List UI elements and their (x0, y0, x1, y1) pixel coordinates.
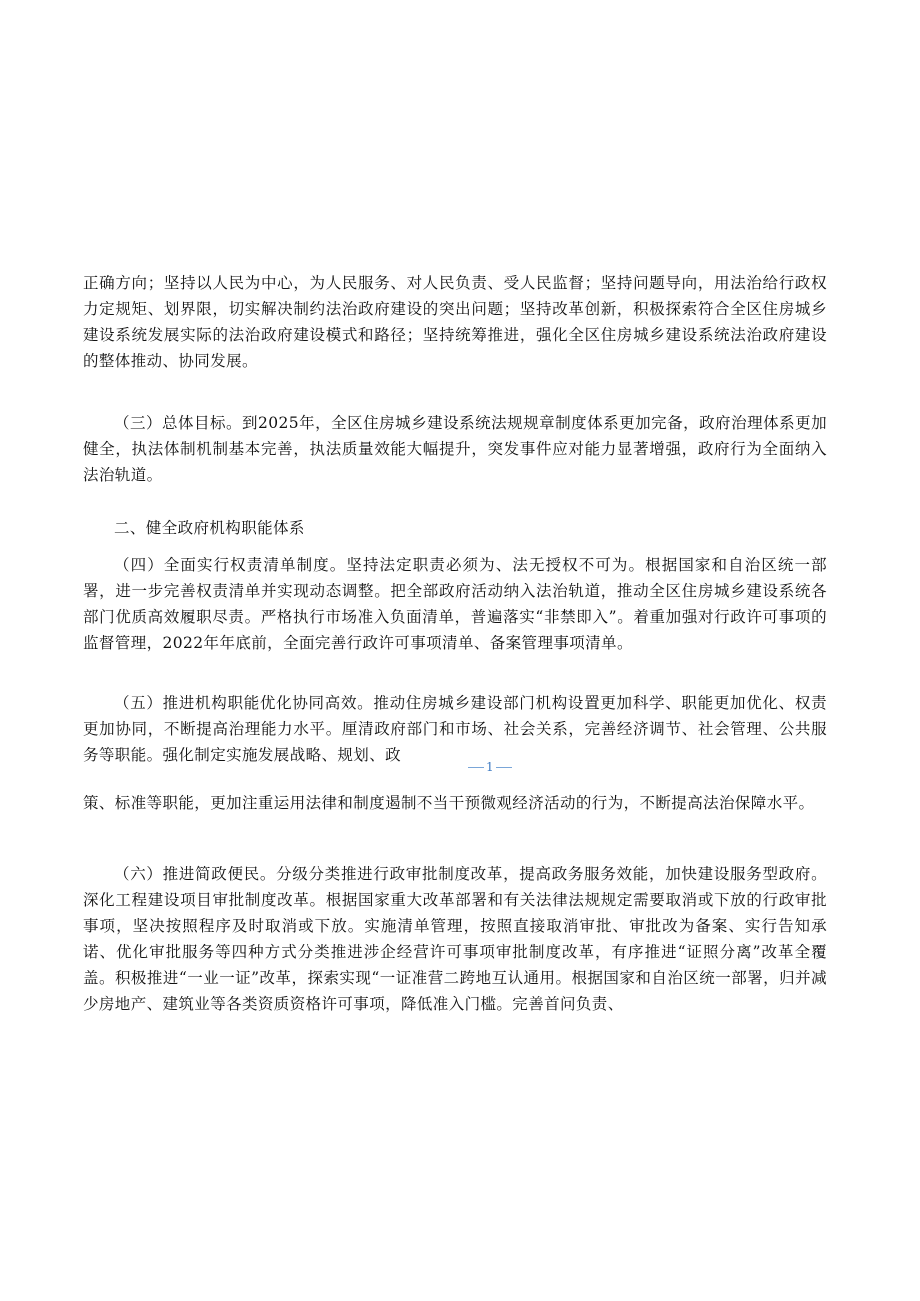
paragraph-institution-optimization: （五）推进机构职能优化协同高效。推动住房城乡建设部门机构设置更加科学、职能更加优化、权责更加协同，不断提高治理能力水平。厘清政府部门和市场、社会关系，完善经济调节、社会管理、公共服务等职能。强化制定实施发展战略、规划、政 (83, 694, 827, 764)
section-heading: 二、健全政府机构职能体系 (114, 519, 305, 537)
paragraph-simplify-administration: （六）推进简政便民。分级分类推进行政审批制度改革，提高政务服务效能，加快建设服务型政府。深化工程建设项目审批制度改革。根据国家重大改革部署和有关法律法规规定需要取消或下放的行政审批事项，坚决按照程序及时取消或下放。实施清单管理，按照直接取消审批、审批改为备案、实行告知承诺、优化审批服务等四种方式分类推进涉企经营许可事项审批制度改革，有序推进“证照分离”改革全覆盖。积极推进“一业一证”改革，探索实现“一证准营二跨地互认通用。根据国家和自治区统一部署，归并减少房地产、建筑业等各类资质资格许可事项，降低准入门槛。完善首问负责、 (83, 865, 827, 1013)
paragraph-continuation: 策、标准等职能，更加注重运用法律和制度遏制不当干预微观经济活动的行为，不断提高法治保障水平。 (83, 794, 815, 812)
page-number-right-dash (496, 767, 512, 768)
paragraph-responsibility-list: （四）全面实行权责清单制度。坚持法定职责必须为、法无授权不可为。根据国家和自治区统一部署，进一步完善权责清单并实现动态调整。把全部政府活动纳入法治轨道，推动全区住房城乡建设系统各部门优质高效履职尽责。严格执行市场准入负面清单，普遍落实“非禁即入”。着重加强对行政许可事项的监督管理，2022年年底前，全面完善行政许可事项清单、备案管理事项清单。 (83, 556, 827, 652)
page-number (466, 759, 514, 775)
page-number-text: 1 (486, 760, 494, 774)
paragraph-overall-goal: （三）总体目标。到2025年，全区住房城乡建设系统法规规章制度体系更加完备，政府治理体系更加健全，执法体制机制基本完善，执法质量效能大幅提升，突发事件应对能力显著增强，政府行为全面纳入法治轨道。 (83, 414, 827, 484)
page-number-left-dash (468, 767, 484, 768)
paragraph-principles: 正确方向；坚持以人民为中心，为人民服务、对人民负责、受人民监督；坚持问题导向，用法治给行政权力定规矩、划界限，切实解决制约法治政府建设的突出问题；坚持改革创新，积极探索符合全区住房城乡建设系统发展实际的法治政府建设模式和路径；坚持统筹推进，强化全区住房城乡建设系统法治政府建设的整体推动、协同发展。 (83, 274, 827, 370)
